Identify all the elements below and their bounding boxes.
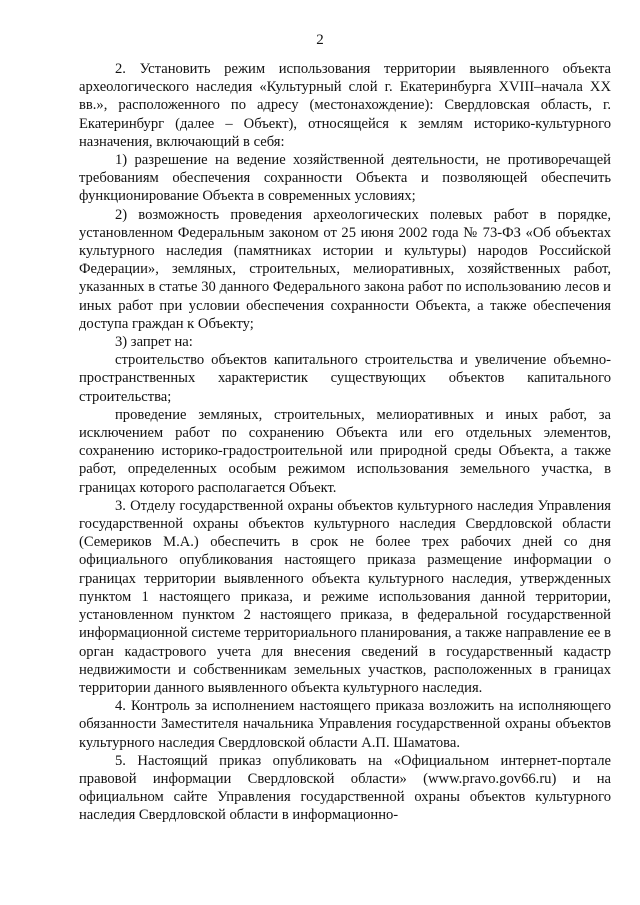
paragraph-subitem-2-archaeological-works: 2) возможность проведения археологических полевых работ в порядке, установленном Федеральным законом от 25 июня 2002 года № 73-ФЗ «Об объектах культурного наследия (памятниках истории и культуры) народов Российской Федерации», земляных, строительных, мелиоративных, хозяйственных работ, указанных в статье 30 данного Федерального закона работ по использованию лесов и иных работ при условии обеспечения сохранности Объекта, а также обеспечения доступа граждан к Объекту;	[79, 206, 611, 332]
paragraph-item-3-department: 3. Отделу государственной охраны объектов культурного наследия Управления государственной охраны объектов культурного наследия Свердловской области (Семериков М.А.) обеспечить в срок не более трех рабочих дней со дня официального опубликования настоящего приказа размещение информации о границах территории выявленного объекта культурного наследия, утвержденных пунктом 1 настоящего приказа, и режиме использования данной территории, установленном пунктом 2 настоящего приказа, в федеральной государственной информационной системе территориального планирования, а также направление ее в орган кадастрового учета для внесения сведений в государственный кадастр недвижимости и собственникам земельных участков, расположенных в границах территории данного выявленного объекта культурного наследия.	[79, 497, 611, 696]
document-body	[79, 60, 611, 825]
paragraph-prohibition-construction: строительство объектов капитального строительства и увеличение объемно-пространственных характеристик существующих объектов капитального строительства;	[79, 352, 611, 405]
page-number: 2	[316, 32, 324, 48]
paragraph-subitem-3-prohibition: 3) запрет на:	[115, 334, 193, 351]
paragraph-subitem-1-permission: 1) разрешение на ведение хозяйственной деятельности, не противоречащей требованиям обеспечения сохранности Объекта и позволяющей обеспечить функционирование Объекта в современных условиях;	[79, 152, 611, 205]
paragraph-item-2-regime: 2. Установить режим использования территории выявленного объекта археологического наследия «Культурный слой г. Екатеринбурга XVIII–начала XX вв.», расположенного по адресу (местонахождение): Свердловская область, г. Екатеринбург (далее – Объект), относящейся к землям историко-культурного назначения, включающий в себя:	[79, 61, 611, 150]
paragraph-item-5-publication: 5. Настоящий приказ опубликовать на «Официальном интернет-портале правовой информации Свердловской области» (www.pravo.gov66.ru) и на официальном сайте Управления государственной охраны объектов культурного наследия Свердловской области в информационно-	[79, 752, 611, 824]
paragraph-prohibition-works: проведение земляных, строительных, мелиоративных и иных работ, за исключением работ по сохранению Объекта или его отдельных элементов, сохранению историко-градостроительной или природной среды Объекта, а также работ, определенных особым режимом использования земельного участка, в границах которого располагается Объект.	[79, 406, 611, 496]
paragraph-item-4-control: 4. Контроль за исполнением настоящего приказа возложить на исполняющего обязанности Заместителя начальника Управления государственной охраны объектов культурного наследия Свердловской области А.П. Шаматова.	[79, 698, 611, 751]
